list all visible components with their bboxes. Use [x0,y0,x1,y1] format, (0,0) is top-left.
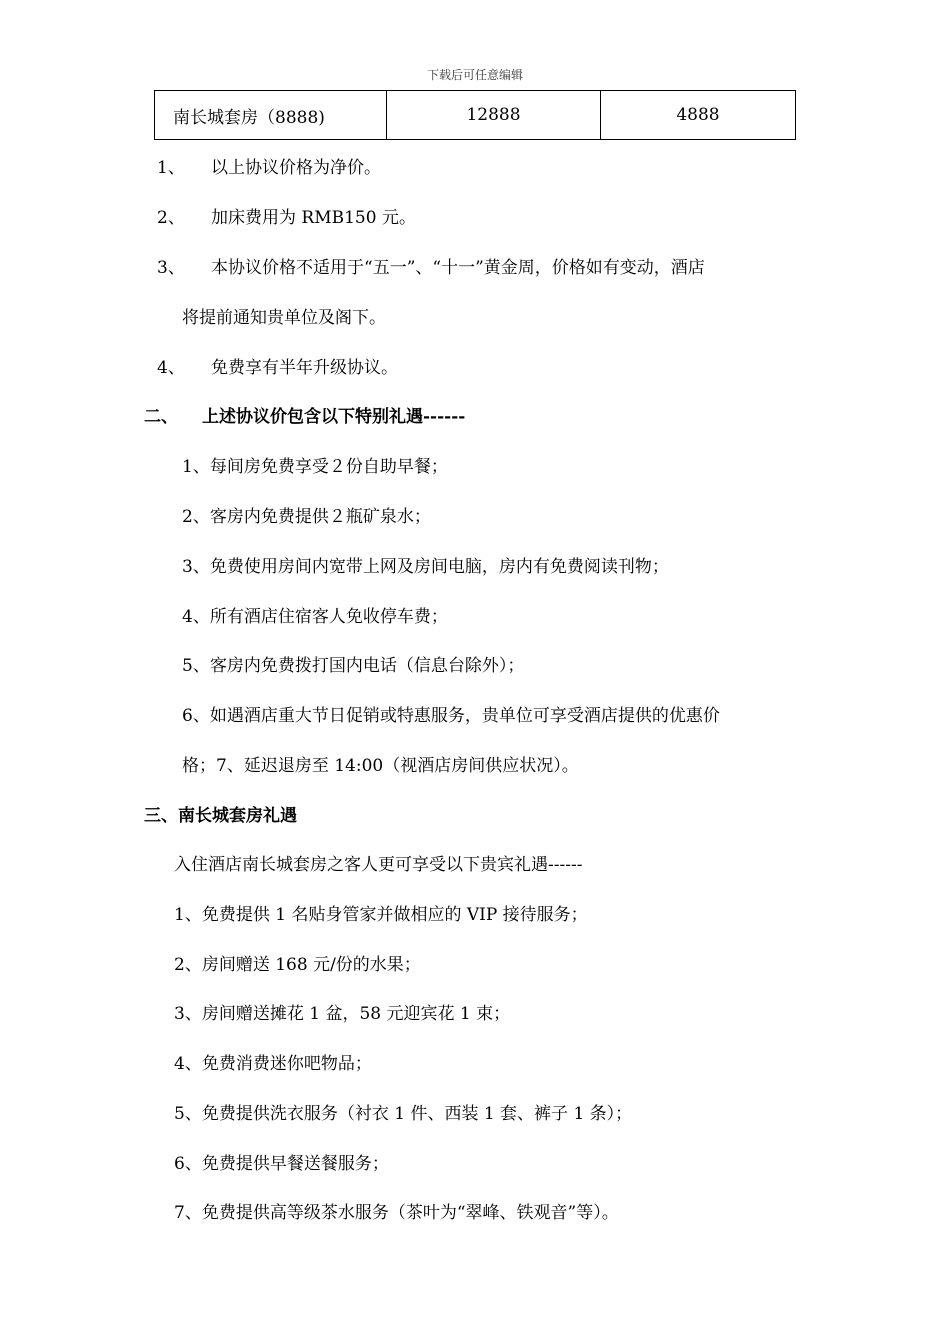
section-2-item-5: 5、客房内免费拨打国内电话（信息台除外）； [182,656,525,676]
note-text: 免费享有半年升级协议。 [211,358,398,378]
section-2-item-1: 1、每间房免费享受２份自助早餐； [182,457,448,477]
rack-rate-cell: 12888 [387,91,601,140]
section-2-item-4: 4、所有酒店住宿客人免收停车费； [182,607,448,627]
section-3-item-2: 2、房间赠送 168 元/份的水果； [174,955,421,975]
section-3-intro: 入住酒店南长城套房之客人更可享受以下贵宾礼遇------ [174,855,583,875]
rates-table [154,90,796,140]
section-3-item-3: 3、房间赠送摊花 1 盆，58 元迎宾花 1 束； [174,1004,511,1024]
section-3-item-5: 5、免费提供洗衣服务（衬衣 1 件、西装 1 套、裤子 1 条）； [174,1104,633,1124]
section-3-item-4: 4、免费消费迷你吧物品； [174,1054,372,1074]
section-3-item-6: 6、免费提供早餐送餐服务； [174,1154,389,1174]
table-row [155,91,796,140]
note-text: 本协议价格不适用于“五一”、“十一”黄金周，价格如有变动，酒店 [211,258,705,278]
note-number: 3、 [157,258,185,278]
section-2-item-6: 6、如遇酒店重大节日促销或特惠服务，贵单位可享受酒店提供的优惠价 [182,706,720,726]
note-3-continuation: 将提前通知贵单位及阁下。 [182,308,386,328]
section-number: 二、 [144,407,178,427]
section-2-item-6-continuation: 格；7、延迟退房至 14:00（视酒店房间供应状况）。 [182,756,579,776]
section-3-heading: 三、南长城套房礼遇 [144,806,297,826]
section-3-item-1: 1、免费提供 1 名贴身管家并做相应的 VIP 接待服务； [174,905,588,925]
section-title: 上述协议价包含以下特别礼遇------ [202,407,466,427]
agreed-rate-cell: 4888 [601,91,796,140]
section-2-item-3: 3、免费使用房间内宽带上网及房间电脑，房内有免费阅读刊物； [182,557,669,577]
note-number: 4、 [157,358,185,378]
page-header: 下载后可任意编辑 [426,68,523,82]
section-2-item-2: 2、客房内免费提供２瓶矿泉水； [182,507,431,527]
note-text: 加床费用为 RMB150 元。 [211,208,416,228]
note-number: 2、 [157,208,185,228]
section-3-item-7: 7、免费提供高等级茶水服务（茶叶为“翠峰、铁观音”等）。 [174,1203,619,1223]
note-text: 以上协议价格为净价。 [211,158,381,178]
room-type-cell: 南长城套房（8888) [155,91,387,140]
note-number: 1、 [157,158,185,178]
